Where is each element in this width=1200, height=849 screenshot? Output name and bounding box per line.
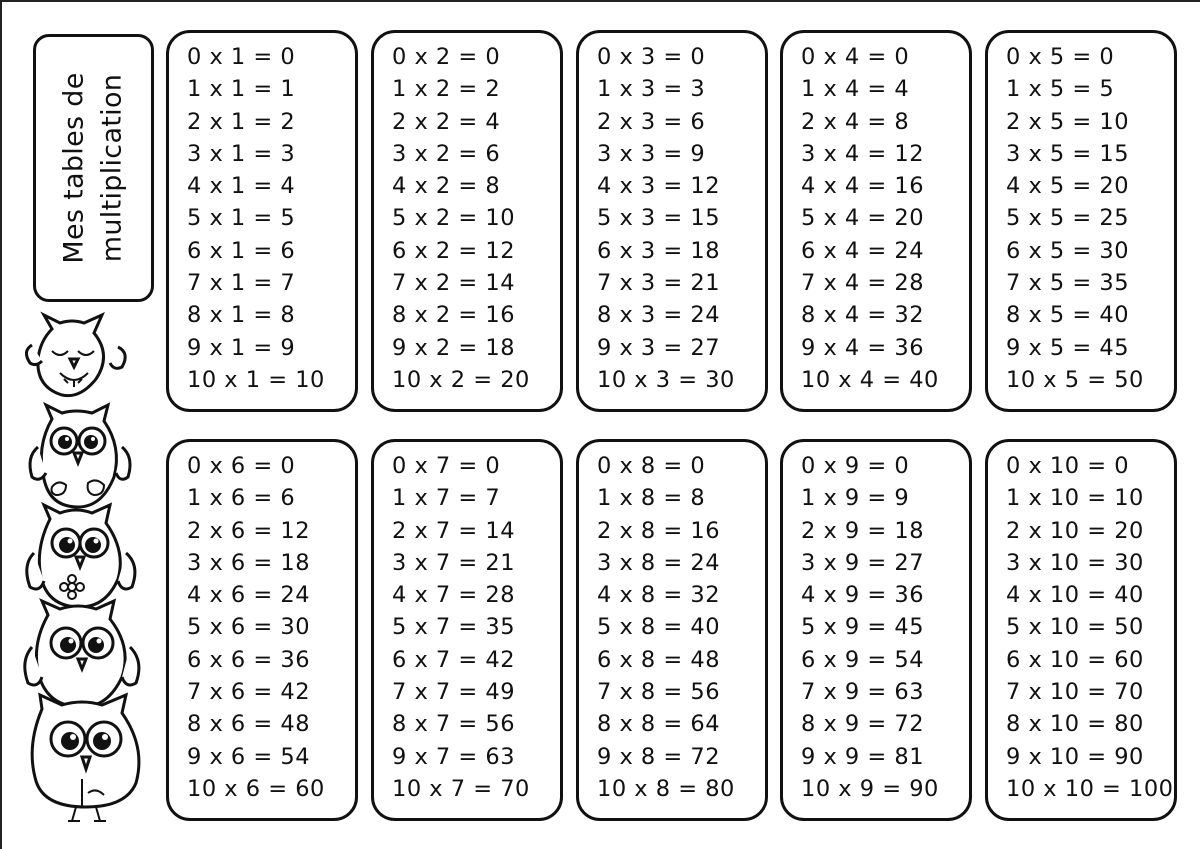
- table-row: 7 x 6 = 42: [187, 679, 311, 706]
- table-row: 6 x 10 = 60: [1006, 646, 1144, 673]
- table-row: 1 x 5 = 5: [1006, 76, 1115, 103]
- table-row: 0 x 6 = 0: [187, 453, 296, 479]
- table-row: 0 x 8 = 0: [597, 453, 706, 479]
- table-7: [371, 439, 563, 821]
- table-row: 7 x 1 = 7: [187, 270, 296, 297]
- table-row: 4 x 1 = 4: [187, 173, 296, 200]
- table-row: 0 x 9 = 0: [801, 453, 910, 479]
- table-row: 5 x 6 = 30: [187, 614, 311, 641]
- table-row: 4 x 3 = 12: [597, 173, 721, 200]
- table-10: [985, 439, 1177, 821]
- owl-flower-icon: [27, 505, 135, 607]
- table-row: 7 x 9 = 63: [801, 679, 925, 706]
- table-row: 10 x 3 = 30: [597, 366, 735, 393]
- table-row: 6 x 1 = 6: [187, 237, 296, 264]
- table-row: 9 x 10 = 90: [1006, 743, 1144, 770]
- table-4: [780, 30, 972, 412]
- owl-tall-icon: [32, 695, 139, 821]
- table-row: 3 x 3 = 9: [597, 140, 706, 167]
- table-row: 1 x 3 = 3: [597, 76, 706, 103]
- table-row: 7 x 4 = 28: [801, 270, 925, 297]
- table-2: [371, 30, 563, 412]
- title-line-1: Mes tables de: [58, 72, 90, 264]
- table-row: 0 x 2 = 0: [392, 44, 501, 70]
- table-row: 8 x 10 = 80: [1006, 711, 1144, 738]
- table-row: 0 x 5 = 0: [1006, 44, 1115, 70]
- table-row: 2 x 5 = 10: [1006, 108, 1130, 135]
- owl-sleepy-icon: [26, 315, 125, 396]
- table-row: 1 x 6 = 6: [187, 485, 296, 512]
- table-row: 2 x 6 = 12: [187, 517, 311, 544]
- table-row: 5 x 5 = 25: [1006, 205, 1130, 232]
- owl-patched-icon: [30, 405, 130, 507]
- table-row: 8 x 8 = 64: [597, 711, 721, 738]
- table-row: 0 x 3 = 0: [597, 44, 706, 70]
- table-row: 10 x 10 = 100: [1006, 775, 1174, 802]
- table-row: 8 x 7 = 56: [392, 711, 516, 738]
- table-row: 1 x 7 = 7: [392, 485, 501, 512]
- stacked-owls-icon: [22, 307, 162, 827]
- table-row: 5 x 9 = 45: [801, 614, 925, 641]
- table-row: 6 x 8 = 48: [597, 646, 721, 673]
- table-8: [576, 439, 768, 821]
- table-row: 2 x 8 = 16: [597, 517, 721, 544]
- table-row: 9 x 3 = 27: [597, 334, 721, 361]
- table-row: 8 x 2 = 16: [392, 302, 516, 329]
- table-row: 2 x 2 = 4: [392, 108, 501, 135]
- table-row: 7 x 2 = 14: [392, 270, 516, 297]
- table-row: 4 x 8 = 32: [597, 582, 721, 609]
- table-row: 3 x 5 = 15: [1006, 140, 1130, 167]
- table-row: 6 x 9 = 54: [801, 646, 925, 673]
- table-row: 2 x 3 = 6: [597, 108, 706, 135]
- table-row: 5 x 4 = 20: [801, 205, 925, 232]
- table-row: 1 x 8 = 8: [597, 485, 706, 512]
- table-row: 4 x 9 = 36: [801, 582, 925, 609]
- table-row: 10 x 5 = 50: [1006, 366, 1144, 393]
- table-row: 10 x 9 = 90: [801, 775, 939, 802]
- table-row: 9 x 7 = 63: [392, 743, 516, 770]
- table-row: 0 x 7 = 0: [392, 453, 501, 479]
- table-row: 9 x 4 = 36: [801, 334, 925, 361]
- table-row: 6 x 4 = 24: [801, 237, 925, 264]
- table-row: 10 x 2 = 20: [392, 366, 530, 393]
- table-row: 9 x 5 = 45: [1006, 334, 1130, 361]
- table-row: 4 x 7 = 28: [392, 582, 516, 609]
- table-row: 9 x 6 = 54: [187, 743, 311, 770]
- table-row: 9 x 1 = 9: [187, 334, 296, 361]
- table-row: 8 x 6 = 48: [187, 711, 311, 738]
- table-row: 6 x 3 = 18: [597, 237, 721, 264]
- table-row: 10 x 6 = 60: [187, 775, 325, 802]
- table-row: 7 x 7 = 49: [392, 679, 516, 706]
- table-row: 10 x 1 = 10: [187, 366, 325, 393]
- table-6: [166, 439, 358, 821]
- table-row: 8 x 3 = 24: [597, 302, 721, 329]
- table-row: 9 x 2 = 18: [392, 334, 516, 361]
- table-row: 7 x 5 = 35: [1006, 270, 1130, 297]
- table-row: 3 x 10 = 30: [1006, 549, 1144, 576]
- table-row: 2 x 1 = 2: [187, 108, 296, 135]
- table-row: 4 x 5 = 20: [1006, 173, 1130, 200]
- table-row: 8 x 4 = 32: [801, 302, 925, 329]
- table-row: 8 x 5 = 40: [1006, 302, 1130, 329]
- table-5: [985, 30, 1177, 412]
- table-row: 5 x 2 = 10: [392, 205, 516, 232]
- table-3: [576, 30, 768, 412]
- title-box: [33, 34, 154, 302]
- table-row: 8 x 9 = 72: [801, 711, 925, 738]
- table-row: 7 x 3 = 21: [597, 270, 721, 297]
- table-row: 3 x 6 = 18: [187, 549, 311, 576]
- table-row: 10 x 7 = 70: [392, 775, 530, 802]
- table-row: 0 x 1 = 0: [187, 44, 296, 70]
- table-row: 6 x 6 = 36: [187, 646, 311, 673]
- table-row: 1 x 10 = 10: [1006, 485, 1144, 512]
- table-row: 7 x 10 = 70: [1006, 679, 1144, 706]
- table-row: 4 x 6 = 24: [187, 582, 311, 609]
- table-row: 3 x 4 = 12: [801, 140, 925, 167]
- table-row: 1 x 9 = 9: [801, 485, 910, 512]
- table-row: 5 x 7 = 35: [392, 614, 516, 641]
- table-row: 3 x 8 = 24: [597, 549, 721, 576]
- table-row: 1 x 4 = 4: [801, 76, 910, 103]
- table-row: 4 x 4 = 16: [801, 173, 925, 200]
- table-row: 5 x 10 = 50: [1006, 614, 1144, 641]
- table-row: 4 x 10 = 40: [1006, 582, 1144, 609]
- table-row: 9 x 8 = 72: [597, 743, 721, 770]
- table-row: 3 x 7 = 21: [392, 549, 516, 576]
- table-row: 3 x 9 = 27: [801, 549, 925, 576]
- table-row: 2 x 7 = 14: [392, 517, 516, 544]
- table-row: 1 x 2 = 2: [392, 76, 501, 103]
- table-row: 9 x 9 = 81: [801, 743, 925, 770]
- table-row: 6 x 5 = 30: [1006, 237, 1130, 264]
- table-row: 5 x 8 = 40: [597, 614, 721, 641]
- owl-round-icon: [25, 601, 139, 707]
- page-title: [56, 72, 132, 263]
- table-row: 3 x 1 = 3: [187, 140, 296, 167]
- table-row: 2 x 9 = 18: [801, 517, 925, 544]
- table-row: 2 x 4 = 8: [801, 108, 910, 135]
- table-row: 2 x 10 = 20: [1006, 517, 1144, 544]
- table-row: 1 x 1 = 1: [187, 76, 296, 103]
- table-1: [166, 30, 358, 412]
- table-row: 0 x 4 = 0: [801, 44, 910, 70]
- table-row: 5 x 1 = 5: [187, 205, 296, 232]
- table-row: 4 x 2 = 8: [392, 173, 501, 200]
- table-9: [780, 439, 972, 821]
- table-row: 6 x 7 = 42: [392, 646, 516, 673]
- table-row: 5 x 3 = 15: [597, 205, 721, 232]
- table-row: 10 x 8 = 80: [597, 775, 735, 802]
- title-line-2: multiplication: [96, 73, 128, 263]
- table-row: 8 x 1 = 8: [187, 302, 296, 329]
- table-row: 3 x 2 = 6: [392, 140, 501, 167]
- table-row: 6 x 2 = 12: [392, 237, 516, 264]
- table-row: 0 x 10 = 0: [1006, 453, 1130, 479]
- table-row: 10 x 4 = 40: [801, 366, 939, 393]
- table-row: 7 x 8 = 56: [597, 679, 721, 706]
